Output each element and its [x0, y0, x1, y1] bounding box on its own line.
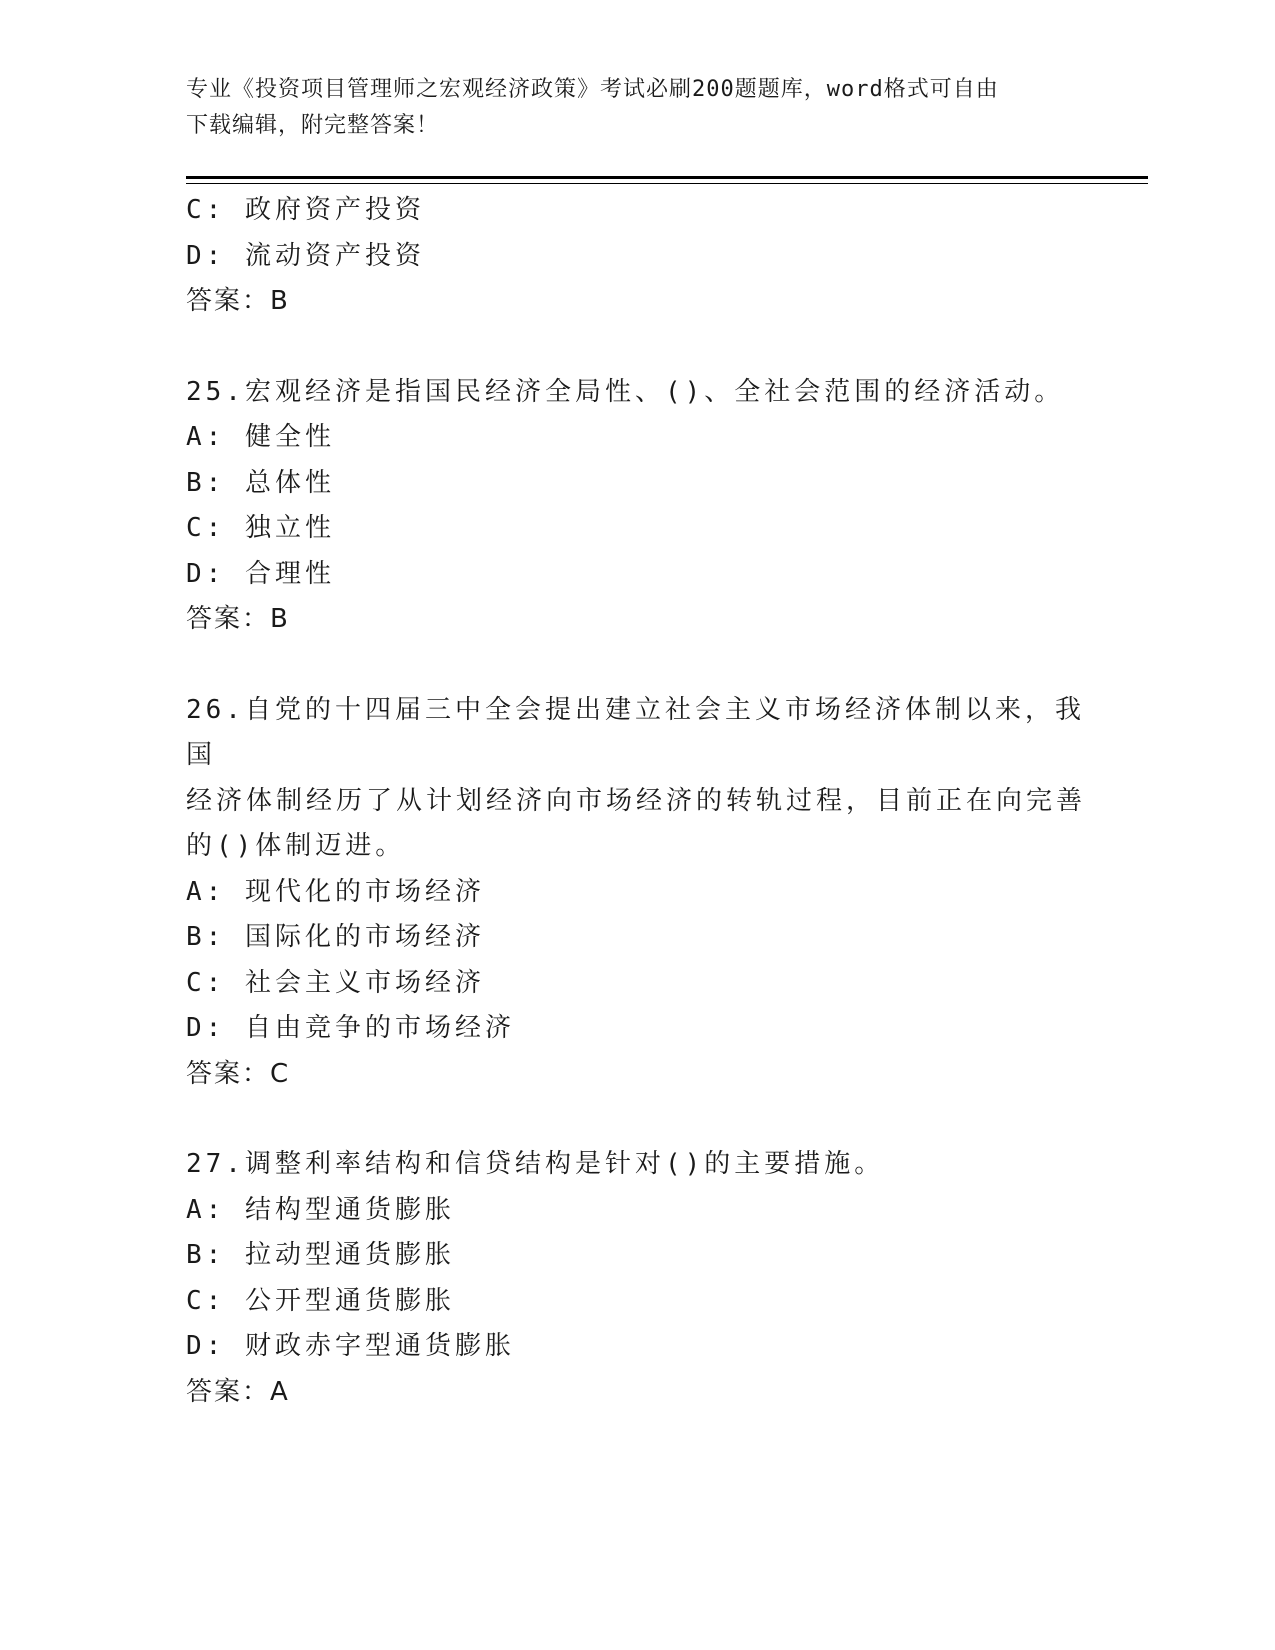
option-c: C: 独立性: [186, 513, 335, 543]
question-25: [186, 370, 1086, 643]
option-d: D: 流动资产投资: [186, 240, 425, 271]
option-b: B: 拉动型通货膨胀: [186, 1240, 455, 1270]
header-note-line-1: 专业《投资项目管理师之宏观经济政策》考试必刷200题题库，word格式可自由: [186, 77, 999, 102]
option-b: B: 总体性: [186, 467, 335, 498]
option-a: A: 现代化的市场经济: [186, 876, 485, 907]
option-a: A: 结构型通货膨胀: [186, 1194, 455, 1225]
header-note-line-2: 下载编辑，附完整答案！: [186, 113, 440, 138]
previous-question-tail: [186, 188, 1086, 325]
option-c: C: 政府资产投资: [186, 195, 425, 225]
spacer: [186, 643, 1086, 688]
answer-line: 答案：B: [186, 604, 290, 634]
header-divider-thick: [186, 176, 1148, 179]
answer-line: 答案：C: [186, 1058, 291, 1089]
question-stem: 27.调整利率结构和信贷结构是针对()的主要措施。: [186, 1149, 885, 1179]
header-note: [186, 72, 1066, 144]
question-26: [186, 688, 1086, 1098]
option-d: D: 合理性: [186, 558, 335, 589]
answer-line: 答案：B: [186, 286, 290, 316]
answer-line: 答案：A: [186, 1376, 290, 1407]
question-stem-line-2: 经济体制经历了从计划经济向市场经济的转轨过程，目前正在向完善: [186, 785, 1087, 816]
header-divider-thin: [186, 183, 1148, 184]
option-d: D: 自由竞争的市场经济: [186, 1013, 515, 1043]
question-stem-line-1: 26.自党的十四届三中全会提出建立社会主义市场经济体制以来，我国: [186, 694, 1085, 770]
question-27: [186, 1142, 1086, 1415]
option-b: B: 国际化的市场经济: [186, 922, 485, 952]
question-content: [186, 188, 1086, 1415]
option-d: D: 财政赤字型通货膨胀: [186, 1331, 515, 1361]
option-a: A: 健全性: [186, 422, 335, 452]
question-stem: 25.宏观经济是指国民经济全局性、()、全社会范围的经济活动。: [186, 376, 1065, 407]
option-c: C: 公开型通货膨胀: [186, 1285, 455, 1316]
question-stem-line-3: 的()体制迈进。: [186, 831, 406, 861]
spacer: [186, 325, 1086, 370]
option-c: C: 社会主义市场经济: [186, 967, 485, 998]
spacer: [186, 1097, 1086, 1142]
